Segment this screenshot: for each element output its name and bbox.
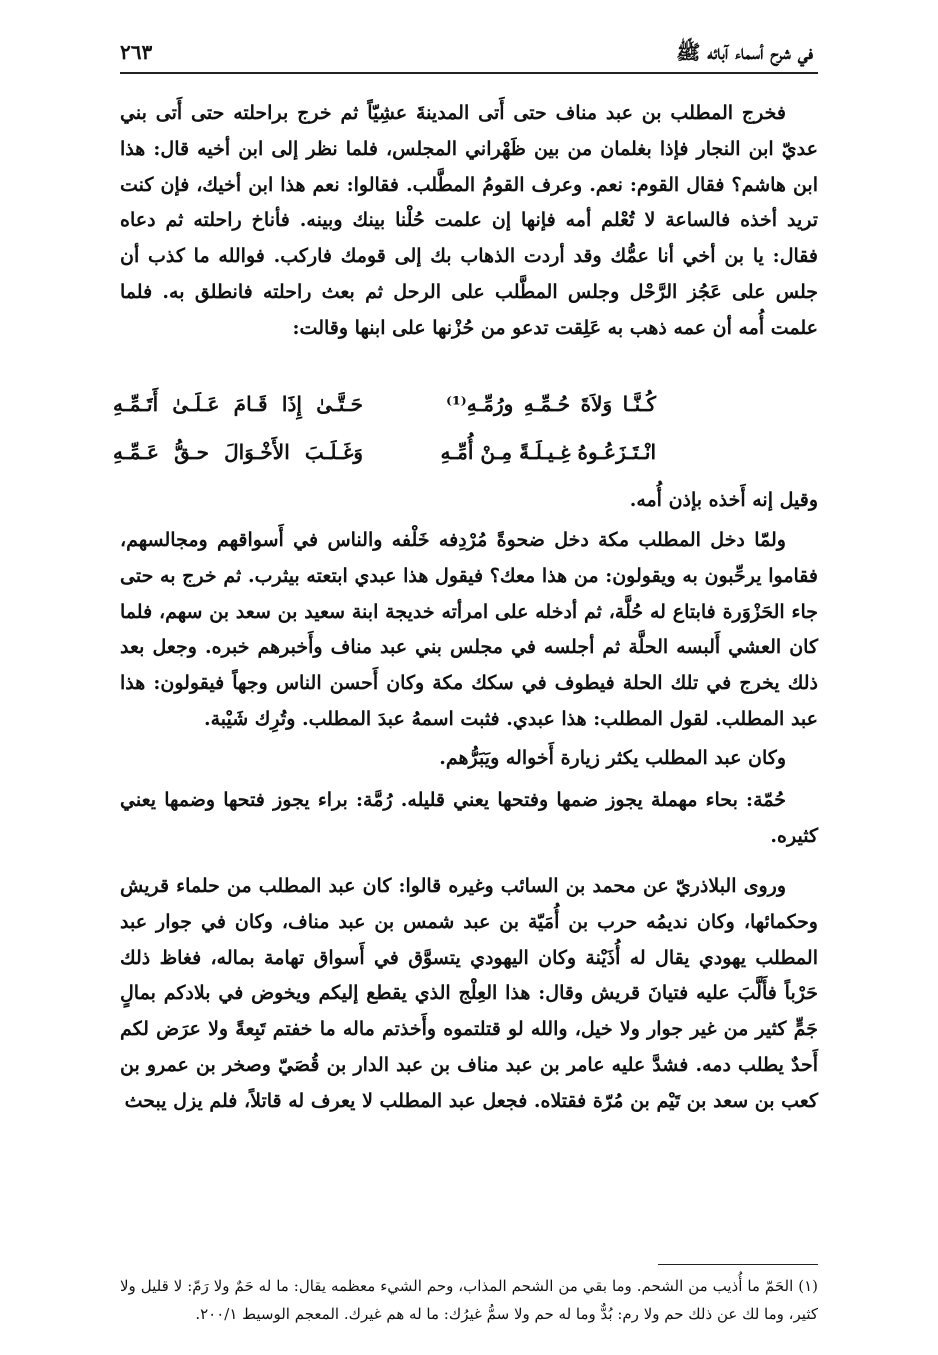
main-text <box>113 96 818 1174</box>
paragraph-3: ولمّا دخل المطلب مكة دخل ضحوةً مُرْدِفه خَلْفه والناس في أَسواقهم ومجالسهم، فقاموا يرحِّبون به ويقولون: من هذا معك؟ فيقول هذا عبدي ابتعته بيثرب. ثم خرج به حتى جاء الحَزْوَرة فابتاع له حُلَّة، ثم أدخله على امرأته خديجة ابنة سعيد بن سعد بن سهم، فلما كان العشي أَلبسه الحلَّة ثم أجلسه في مجلس بني عبد مناف وأَخبرهم خبره. وجعل بعد ذلك يخرج في تلك الحلة فيطوف في سكك مكة وكان أَحسن الناس وجهاً فيقولون: هذا عبد المطلب. لقول المطلب: هذا عبدي. فثبت اسمهُ عبدَ المطلب. وتُرِك شَيْبة. <box>120 529 818 730</box>
footnote-rule <box>658 1264 818 1265</box>
poem-verse-2 <box>113 429 818 477</box>
paragraph-6: وروى البلاذريّ عن محمد بن السائب وغيره قالوا: كان عبد المطلب من حلماء قريش وحكمائها، وكان نديمُه حرب بن أُمَيّة بن عبد شمس بن عبد مناف، وكان في جوار عبد المطلب يهودي يقال له أُذَيْنة وكان اليهودي يتسوَّق في أَسواق تهامة بماله، فغاظ ذلك حَرْباً فأَلَّبَ عليه فتيانَ قريش وقال: هذا العِلْج الذي يقطع إليكم ويخوض في بلادكم بمالٍ جَمٍّ كثير من غير جوار ولا خيل، والله لو قتلتموه وأَخذتم ماله ما خفتم تَبِعةً ولا عرَض لكم أَحدٌ يطلب دمه. فشدَّ عليه عامر بن عبد مناف بن عبد الدار بن قُصَيّ وصخر بن عمرو بن كعب بن سعد بن تَيْم بن مُرّة فقتلاه. فجعل عبد المطلب لا يعرف له قاتلاً، فلم يزل يبحث <box>120 875 818 1112</box>
poem-verse-1 <box>113 381 818 429</box>
footnotes <box>120 1272 818 1328</box>
page-number: ٢٦٣ <box>120 40 153 64</box>
verse-1-second-hemistich: حَـتَّـىٰ إِذَا قَـامَ عَـلَـىٰ أَتَـمِّـهِ <box>113 392 363 416</box>
running-title: في شرح أسماء آبائه ﷺ <box>676 40 813 64</box>
poem <box>113 381 818 483</box>
verse-2-first-hemistich: انْـتَـزَعُـوهُ غِـيـلَـةً مِـنْ أُمِّـهِ <box>440 440 656 464</box>
verse-2-second-hemistich: وَغَـلَـبَ الأَخْـوَالَ حـقُّ عَـمِّـهِ <box>113 440 363 464</box>
paragraph-4: وكان عبد المطلب يكثر زيارة أَخواله ويَبَرُّهم. <box>439 747 786 769</box>
gloss-paragraph: حُمّة: بحاء مهملة يجوز ضمها وفتحها يعني قليله. رُمَّة: براء يجوز فتحها وضمها يعني كثيره. <box>120 789 818 847</box>
paragraph-1: فخرج المطلب بن عبد مناف حتى أَتى المدينةَ عشِيّاً ثم خرج براحلته حتى أَتى بني عديّ ابن النجار فإذا بغلمان من بين ظَهْراني المجلس، فلما نظر إلى ابن أخيه قال: هذا ابن هاشم؟ فقال القوم: نعم. وعرف القومُ المطَّلب. فقالوا: نعم هذا ابن أخيك، فإن كنت تريد أخذه فالساعة لا تُعْلم أمه فإنها إن علمت حُلْنا بينك وبينه. فأناخ راحلته ثم دعاه فقال: يا بن أخي أنا عمُّك وقد أردت الذهاب بك إلى قومك فاركب. فوالله ما كذب أن جلس على عَجُز الرَّحْل وجلس المطَّلب على الرحل ثم بعث راحلته فانطلق به. فلما علمت أُمه أن عمه ذهب به عَلِقت تدعو من حُزْنها على ابنها وقالت: <box>120 102 818 339</box>
verse-1-first-hemistich: كُـنَّـا وَلاَةَ حُـمِّـهِ ورُمِّـهِ⁽¹⁾ <box>446 392 656 416</box>
footnote-1: (١) الحَمّ ما أُذيب من الشحم. وما بقي من الشحم المذاب، وحم الشيء معظمه يقال: ما له حَمٌ ولا رَمّ: لا قليل ولا كثير، وما لك عن ذلك حم ولا رم: بُدٌّ وما له حم ولا سمُّ غيرُك: ما له هم غيرك. المعجم الوسيط ٢٠٠/١. <box>120 1277 818 1323</box>
paragraph-after-poem: وقيل إنه أَخذه بإذن أُمه. <box>629 489 818 511</box>
page-header <box>120 30 813 70</box>
header-rule <box>120 72 818 74</box>
